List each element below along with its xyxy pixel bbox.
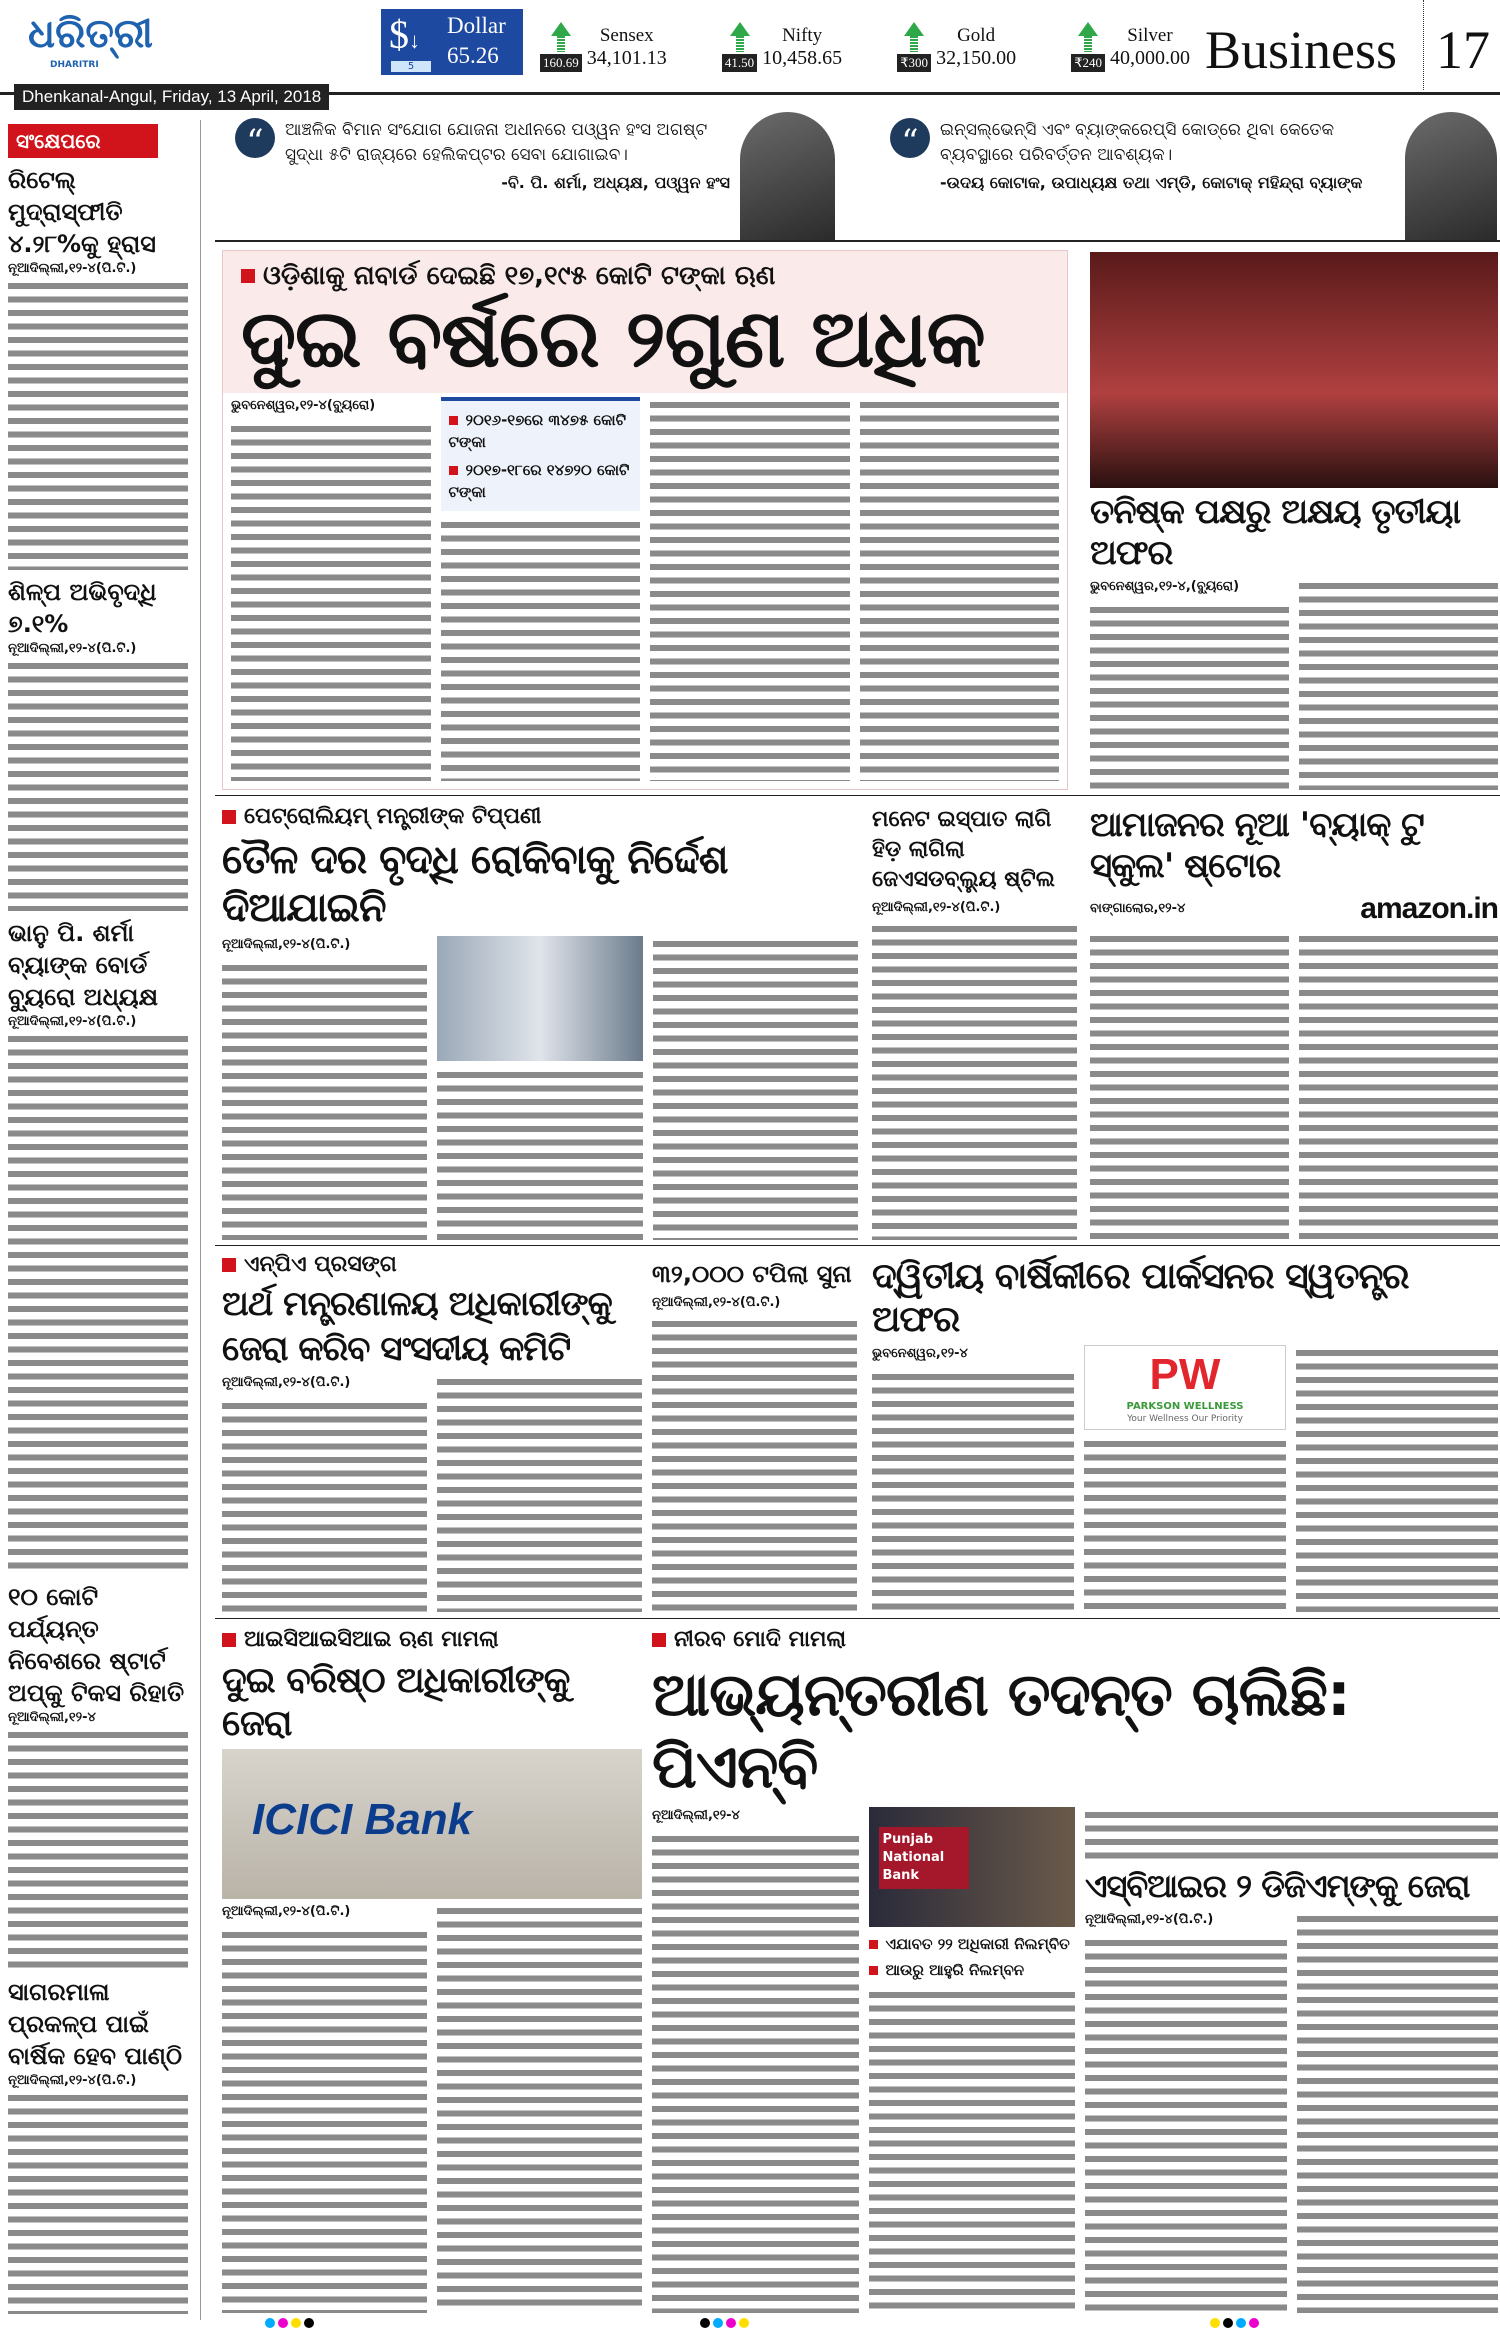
sbi-body-2 [1297, 1911, 1499, 2313]
parkson-headline: ଦ୍ୱିତୀୟ ବାର୍ଷିକୀରେ ପାର୍କସନର ସ୍ୱତନ୍ତ୍ର ଅଫର [872, 1256, 1409, 1341]
icici-kicker-text: ଆଇସିଆଇସିଆଇ ଋଣ ମାମଲା [244, 1627, 499, 1652]
pnb-kicker [652, 1625, 1498, 1655]
icici-headline: ଦୁଇ ବରିଷ୍ଠ ଅଧିକାରୀଙ୍କୁ ଜେରା [222, 1660, 570, 1745]
icici-byline: ନୂଆଦିଲ୍ଲୀ,୧୨-୪(ପି.ଟି.) [222, 1904, 351, 1920]
lead-body-col4 [860, 397, 1060, 781]
parkson-byline: ଭୁବନେଶ୍ୱର,୧୨-୪ [872, 1346, 968, 1362]
brief-body [8, 658, 188, 911]
ticker-label: Sensex [599, 24, 654, 46]
up-arrow-icon [904, 22, 924, 36]
red-square-icon [222, 1258, 236, 1272]
brief-title: ସାଗରମାଳା ପ୍ରକଳ୍ପ ପାଇଁ ବାର୍ଷିକ ହେବ ପାଣ୍ଠି [8, 1978, 182, 2071]
lead-body-col3 [650, 397, 850, 781]
brief-byline: ନୂଆଦିଲ୍ଲୀ,୧୨-୪(ପି.ଟି.) [8, 261, 137, 276]
ticker-sensex [540, 22, 667, 72]
amazon-logo: amazon.in [1360, 891, 1498, 925]
fact-text: ଏଯାବତ ୨୨ ଅଧିକାରୀ ନିଲମ୍ବିତ [885, 1935, 1070, 1953]
brief-byline: ନୂଆଦିଲ୍ଲୀ,୧୨-୪(ପି.ଟି.) [8, 2073, 137, 2089]
icici-sign: ICICI Bank [252, 1795, 473, 1845]
pnb-fact-2 [869, 1959, 1076, 1981]
pnb-factbox [869, 1933, 1076, 1981]
red-square-icon [449, 416, 458, 425]
brief-label: ସଂକ୍ଷେପରେ [8, 124, 158, 158]
ticker-gold [897, 22, 1016, 72]
icici-kicker [222, 1625, 642, 1655]
row-rule [215, 1245, 1500, 1246]
amazon-byline: ବାଙ୍ଗାଲୋର,୧୨-୪ [1090, 900, 1186, 916]
ticker-label: Silver [1127, 24, 1173, 46]
quote-rule [215, 240, 1500, 242]
up-arrow-icon [1078, 22, 1098, 36]
quote-icon: “ [890, 118, 930, 158]
ticker-nifty [722, 22, 842, 72]
pnb-photo [869, 1807, 1076, 1927]
pnb-body-2 [869, 1987, 1076, 2313]
lead-body-col1 [231, 421, 431, 781]
dollar-box [381, 9, 523, 75]
finmin-story [222, 1250, 642, 1612]
masthead-logo [28, 8, 178, 80]
ticker-value: 34,101.13 [586, 46, 667, 69]
parkson-body-2 [1084, 1436, 1286, 1612]
portrait-bp-sharma [740, 112, 835, 240]
brief-byline: ନୂଆଦିଲ୍ଲୀ,୧୨-୪(ପି.ଟି.) [8, 640, 137, 656]
dollar-value: 65.26 [447, 43, 499, 68]
finmin-headline-2: ଜେରା କରିବ ସଂସଦୀୟ କମିଟି [222, 1328, 571, 1369]
brief-byline: ନୂଆଦିଲ୍ଲୀ,୧୨-୪ [8, 1710, 96, 1726]
petrol-kicker [222, 802, 858, 832]
lead-kicker [241, 259, 1049, 293]
finmin-body-2 [437, 1374, 642, 1612]
petrol-headline: ତୈଳ ଦର ବୃଦ୍ଧି ରୋକିବାକୁ ନିର୍ଦ୍ଦେଶ ଦିଆଯାଇନି [222, 837, 728, 931]
dateline: Dhenkanal-Angul, Friday, 13 April, 2018 [14, 84, 329, 110]
brief-body [8, 1031, 188, 1576]
pnb-body-3 [1085, 1807, 1498, 1861]
finmin-kicker-text: ଏନ୍‌ପିଏ ପ୍ରସଙ୍ଗ [244, 1252, 397, 1277]
lead-byline: ଭୁବନେଶ୍ୱର,୧୨-୪(ବ୍ୟୁରୋ) [231, 398, 376, 413]
monnet-headline: ମନେଟ ଇସ୍ପାତ ଲାଗି ହିଡ଼ ଲାଗିଲା ଜେଏସଡବ୍ଲ୍ୟୁ ଷ୍ଟିଲ [872, 807, 1055, 892]
petrol-kicker-text: ପେଟ୍ରୋଲିୟମ୍ ମନ୍ତ୍ରୀଙ୍କ ଟିପ୍ପଣୀ [244, 804, 542, 829]
gold-headline: ୩୨,୦୦୦ ଟପିଲା ସୁନା [652, 1260, 852, 1288]
finmin-headline-1: ଅର୍ଥ ମନ୍ତ୍ରଣାଳୟ ଅଧିକାରୀଙ୍କୁ [222, 1284, 612, 1324]
pnb-byline: ନୂଆଦିଲ୍ଲୀ,୧୨-୪ [652, 1808, 740, 1823]
quote-1 [235, 118, 730, 194]
lead-header [223, 251, 1067, 393]
tanishq-byline: ଭୁବନେଶ୍ୱର,୧୨-୪,(ବ୍ୟୁରୋ) [1090, 578, 1240, 594]
tanishq-story [1090, 252, 1498, 790]
lead-headline: ଦୁଇ ବର୍ଷରେ ୨ଗୁଣ ଅଧିକ [241, 292, 985, 385]
page-number: 17 [1436, 20, 1490, 80]
finmin-byline: ନୂଆଦିଲ୍ଲୀ,୧୨-୪(ପି.ଟି.) [222, 1374, 351, 1390]
lead-body-col2 [441, 517, 641, 781]
monnet-body [872, 921, 1077, 1240]
icici-body-2 [437, 1903, 642, 2313]
gold-story [652, 1258, 857, 1612]
fact-1 [449, 409, 633, 453]
ticker-label: Nifty [782, 24, 823, 46]
ticker-label: Gold [957, 24, 996, 46]
petrol-body-2 [437, 1067, 642, 1240]
red-square-icon [222, 810, 236, 824]
red-square-icon [869, 1966, 878, 1975]
market-ticker [540, 22, 1190, 72]
brief-column [8, 124, 188, 2314]
gold-byline: ନୂଆଦିଲ୍ଲୀ,୧୨-୪(ପି.ଟି.) [652, 1295, 781, 1310]
petrol-pump-photo [437, 936, 642, 1061]
parkson-body-1 [872, 1369, 1074, 1612]
parkson-body-3 [1296, 1345, 1498, 1612]
portrait-uday-kotak [1405, 112, 1497, 240]
brief-title: ୧୦ କୋଟି ପର୍ଯ୍ୟନ୍ତ ନିବେଶରେ ଷ୍ଟାର୍ଟ ଅପ୍‌କୁ ଟିକସ ରିହାତି [8, 1583, 185, 1708]
pnb-story [652, 1625, 1498, 2313]
header-divider [1423, 0, 1424, 90]
monnet-story [872, 805, 1077, 1240]
red-square-icon [869, 1940, 878, 1949]
red-square-icon [652, 1633, 666, 1647]
brief-title: ଶିଳ୍ପ ଅଭିବୃଦ୍ଧି ୭.୧% [8, 577, 157, 638]
brief-body [8, 1727, 188, 1970]
pnb-headline: ଆଭ୍ୟନ୍ତରୀଣ ତଦନ୍ତ ଚାଲିଛି: ପିଏନ୍‌ବି [652, 1660, 1350, 1802]
red-square-icon [449, 466, 458, 475]
monnet-byline: ନୂଆଦିଲ୍ଲୀ,୧୨-୪(ପି.ଟି.) [872, 900, 1001, 915]
parkson-logo [1084, 1345, 1286, 1430]
logo-sub: DHARITRI [50, 60, 99, 70]
petrol-story [222, 802, 858, 1240]
petrol-byline: ନୂଆଦିଲ୍ଲୀ,୧୨-୪(ପି.ଟି.) [222, 937, 351, 952]
ticker-value: 10,458.65 [762, 46, 843, 69]
ticker-value: 32,150.00 [936, 46, 1017, 69]
column-divider [200, 120, 201, 2320]
petrol-body-1 [222, 960, 427, 1240]
parkson-logo-tagline: Your Wellness Our Priority [1127, 1414, 1243, 1425]
gold-body [652, 1316, 857, 1612]
up-arrow-icon [730, 22, 750, 36]
brief-byline: ନୂଆଦିଲ୍ଲୀ,୧୨-୪(ପି.ଟି.) [8, 1013, 137, 1029]
petrol-body-3 [653, 936, 858, 1240]
brief-body [8, 2090, 188, 2314]
icici-story [222, 1625, 642, 2313]
amazon-story [1090, 805, 1498, 1240]
parkson-logo-mark: PW [1149, 1350, 1221, 1400]
brief-title: ରିଟେଲ୍ ମୁଦ୍ରାସ୍ଫୀତି ୪.୨୮%କୁ ହ୍ରାସ [8, 166, 156, 258]
finmin-body-1 [222, 1398, 427, 1612]
red-square-icon [241, 269, 255, 283]
tanishq-photo [1090, 252, 1498, 488]
tanishq-headline: ତନିଷ୍କ ପକ୍ଷରୁ ଅକ୍ଷୟ ତୃତୀୟା ଅଫର [1090, 492, 1461, 573]
pnb-kicker-text: ନୀରବ ମୋଦି ମାମଲା [674, 1627, 847, 1652]
amazon-body-2 [1299, 931, 1498, 1240]
section-title: Business [1205, 20, 1398, 80]
pnb-fact-1 [869, 1933, 1076, 1955]
finmin-kicker [222, 1250, 642, 1280]
brief-title: ଭାନୁ ପି. ଶର୍ମା ବ୍ୟାଙ୍କ ବୋର୍ଡ ବ୍ୟୁରୋ ଅଧ୍ୟକ୍ଷ [8, 918, 159, 1011]
row-rule [215, 795, 1500, 796]
logo-text: ଧରିତ୍ରୀ [28, 11, 153, 57]
ticker-change: ₹240 [1071, 54, 1105, 72]
quote-icon: “ [235, 118, 275, 158]
quote-text: ଆଞ୍ଚଳିକ ବିମାନ ସଂଯୋଗ ଯୋଜନା ଅଧୀନରେ ପଓ୍ୱନ ହଂସ ଅଗଷ୍ଟ ସୁଦ୍ଧା ୫ଟି ରାଜ୍ୟରେ ହେଲିକପ୍ଟର ସେବା ଯୋଗାଇବ। [285, 120, 708, 165]
quote-attribution: -ଉଦୟ କୋଟାକ, ଉପାଧ୍ୟକ୍ଷ ତଥା ଏମ୍‌ଡି, କୋଟାକ୍ ମହିନ୍ଦ୍ରା ବ୍ୟାଙ୍କ [940, 173, 1363, 192]
up-arrow-icon [551, 22, 571, 36]
fact-text: ଆଉରୁ ଆହୁରି ନିଲମ୍ବନ [885, 1961, 1025, 1979]
amazon-headline: ଆମାଜନର ନୂଆ 'ବ୍ୟାକ୍ ଟୁ ସ୍କୁଲ' ଷ୍ଟୋର [1090, 805, 1424, 886]
icici-body-1 [222, 1927, 427, 2313]
sbi-headline: ଏସ୍‌ବିଆଇର ୨ ଡିଜିଏମ୍‌ଙ୍କୁ ଜେରା [1085, 1867, 1470, 1905]
parkson-logo-name: PARKSON WELLNESS [1126, 1401, 1244, 1413]
dollar-change: 5 [391, 61, 431, 72]
ticker-value: 40,000.00 [1109, 46, 1190, 69]
quote-attribution: -ବି. ପି. ଶର୍ମା, ଅଧ୍ୟକ୍ଷ, ପଓ୍ୱନ ହଂସ [501, 173, 730, 192]
sbi-body-1 [1085, 1935, 1287, 2313]
pnb-body-1 [652, 1831, 859, 2313]
quote-2 [890, 118, 1395, 194]
fact-2 [449, 459, 633, 503]
row-rule [215, 1618, 1500, 1619]
fact-text: ୨୦୧୬-୧୭ରେ ୩୪୭୫ କୋଟି ଟଙ୍କା [448, 411, 626, 451]
ticker-silver [1071, 22, 1190, 72]
registration-marks [0, 2318, 1500, 2332]
ticker-change: 160.69 [540, 54, 582, 72]
red-square-icon [222, 1633, 236, 1647]
brief-body [8, 278, 188, 570]
quote-text: ଇନ୍‌ସଲ୍‌ଭେନ୍ସି ଏବଂ ବ୍ୟାଙ୍କରେପ୍ସି କୋଡ୍‌ରେ ଥିବା କେତେକ ବ୍ୟବସ୍ଥାରେ ପରିବର୍ତ୍ତନ ଆବଶ୍ୟକ। [940, 120, 1335, 165]
ticker-change: 41.50 [722, 54, 757, 72]
lead-story [222, 250, 1068, 790]
sbi-byline: ନୂଆଦିଲ୍ଲୀ,୧୨-୪(ପି.ଟି.) [1085, 1912, 1214, 1928]
dollar-down-icon: $↓ [389, 12, 420, 57]
parkson-story [872, 1255, 1498, 1612]
icici-photo [222, 1749, 642, 1899]
amazon-body-1 [1090, 931, 1289, 1240]
ticker-change: ₹300 [897, 54, 931, 72]
pnb-sign: Punjab National Bank [879, 1827, 969, 1889]
tanishq-body-1 [1090, 602, 1289, 790]
dollar-label: Dollar [447, 13, 506, 38]
tanishq-body-2 [1299, 578, 1498, 790]
fact-text: ୨୦୧୭-୧୮ରେ ୧୪୭୨୦ କୋଟି ଟଙ୍କା [448, 461, 630, 501]
lead-kicker-text: ଓଡ଼ିଶାକୁ ନାବାର୍ଡ ଦେଇଛି ୧୭,୧୯୫ କୋଟି ଟଙ୍କା ଋଣ [263, 261, 776, 291]
lead-factbox [441, 397, 641, 511]
